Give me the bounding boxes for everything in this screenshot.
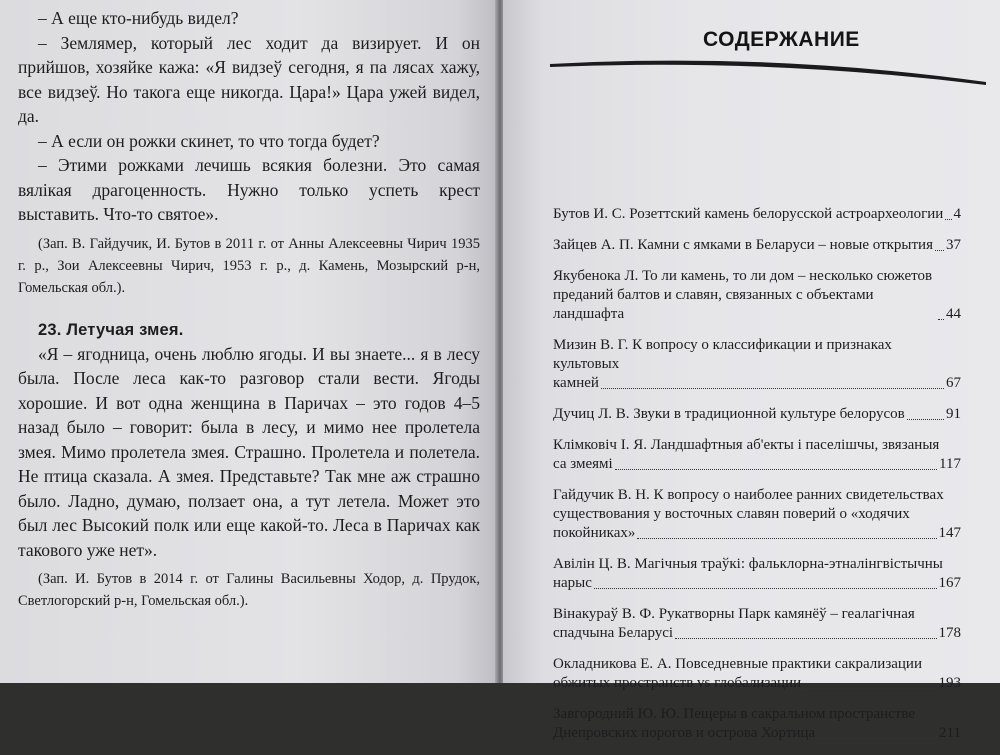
toc-entry (553, 236, 961, 255)
section-title: 23. Летучая змея. (38, 320, 184, 339)
source-note-2: (Зап. И. Бутов в 2014 г. от Галины Васильевны Ходор, д. Прудок, Светлогорский р-н, Гомельская обл.). (18, 571, 480, 609)
toc-entry (553, 705, 961, 743)
toc-entry-line: Бутов И. С. Розеттский камень белорусской астроархеологии (553, 206, 944, 222)
toc-page-number: 211 (939, 725, 961, 741)
toc-entry-line: Авілін Ц. В. Магічныя траўкі: фальклорна-этналінгвістычны (553, 556, 943, 572)
toc-entry-line: спадчына Беларусі (553, 625, 674, 641)
toc-entry-line: Гайдучик В. Н. К вопросу о наиболее ранних свидетельствах (553, 487, 944, 503)
right-page (503, 0, 1000, 741)
toc-entry (553, 605, 961, 643)
toc-entry-line: камней (553, 375, 599, 391)
toc-entry (553, 555, 961, 593)
toc-entry-line: преданий балтов и славян, связанных с объектами ландшафта (553, 287, 874, 322)
toc-leader-dots (601, 388, 944, 389)
toc-leader-dots (938, 319, 944, 320)
toc-entry (553, 336, 961, 393)
toc-entry-line: обжитых пространств vs глобализации (553, 675, 802, 691)
toc-heading: СОДЕРЖАНИЕ (703, 28, 860, 51)
decorative-rule (548, 56, 988, 86)
toc-entry (553, 205, 961, 224)
toc-entry-line: са змеямі (553, 456, 613, 472)
story-text: «Я – ягодница, очень люблю ягоды. И вы знаете... я в лесу была. После леса как-то разговор стали вести. Ягоды хорошие. И вот одна женщина в Паричах – это годов 4–5 назад было – говорит: была в лесу, и мимо нее пролетела змея. Мимо пролетела змея. Страшно. Пролетела и полетела. Не птица сказала. А змея. Представьте? Так мне аж страшно было. Ладно, думаю, ползает она, а тут летела. Может это был лес Высокий полк или еще какой-то. Леса в Паричах как такового уже нет». (18, 343, 480, 560)
left-page-text (18, 6, 480, 612)
toc-leader-dots (637, 538, 936, 539)
toc-leader-dots (675, 638, 936, 639)
toc-entry-line: Якубенока Л. То ли камень, то ли дом – несколько сюжетов (553, 268, 933, 284)
dialogue-line-4: – Этими рожками лечишь всякия болезни. Это самая вялікая драгоценность. Нужно только успеть крест выставить. Что-то святое». (18, 155, 480, 224)
toc-leader-dots (594, 588, 937, 589)
toc-page-number: 167 (938, 575, 961, 591)
toc-entry-line: нарыс (553, 575, 592, 591)
toc-entry-line: Дучиц Л. В. Звуки в традиционной культуре белорусов (553, 406, 905, 422)
toc-entry-line: Вінакураў В. Ф. Рукатворны Парк камянёў – геалагічная (553, 606, 915, 622)
toc-entry (553, 655, 961, 693)
toc-leader-dots (945, 219, 951, 220)
toc-entry (553, 486, 961, 543)
toc-page-number: 44 (946, 306, 961, 322)
toc-leader-dots (935, 250, 944, 251)
dialogue-line-1: – А еще кто-нибудь видел? (38, 8, 239, 28)
toc-page-number: 117 (939, 456, 961, 472)
toc-entry (553, 436, 961, 474)
toc-entry (553, 405, 961, 424)
source-note-1: (Зап. В. Гайдучик, И. Бутов в 2011 г. от Анны Алексеевны Чирич 1935 г. р., Зои Алексеевны Чирич, 1953 г. р., д. Камень, Мозырский р-н, Гомельская обл.). (18, 235, 480, 296)
toc-leader-dots (817, 738, 937, 739)
toc-page-number: 4 (953, 206, 961, 222)
toc-entry-line: Мизин В. Г. К вопросу о классификации и признаках культовых (553, 337, 892, 372)
toc-page-number: 91 (946, 406, 961, 422)
toc-page-number: 147 (938, 525, 961, 541)
toc-entry-line: Завгородний Ю. Ю. Пещеры в сакральном пространстве (553, 706, 915, 722)
toc-page-number: 67 (946, 375, 961, 391)
toc-page-number: 37 (946, 237, 961, 253)
toc-page-number: 178 (938, 625, 961, 641)
toc-entry-line: Днепровских порогов и острова Хортица (553, 725, 816, 741)
dialogue-line-3: – А если он рожки скинет, то что тогда будет? (38, 130, 380, 151)
toc-entry-line: Окладникова Е. А. Повседневные практики сакрализации (553, 656, 922, 672)
toc-leader-dots (803, 688, 936, 689)
toc-entry-line: Зайцев А. П. Камни с ямками в Беларуси – новые открытия (553, 237, 933, 253)
toc-page-number: 193 (938, 675, 961, 691)
left-page (0, 0, 497, 683)
toc-entry-line: существования у восточных славян поверий о «ходячих (553, 506, 910, 522)
toc-leader-dots (615, 469, 937, 470)
toc-entry-line: Клімковіч І. Я. Ландшафтныя аб'екты і паселішчы, звязаныя (553, 437, 940, 453)
toc-leader-dots (907, 419, 944, 420)
dialogue-line-2: – Землямер, который лес ходит да визирует. И он прийшов, хозяйке кажа: «Я видзеў сегодня, я па лясах хажу, все видзеў. Но такога еще никогда. Цара!» Цара ужей видел, да. (18, 32, 480, 126)
toc-list (553, 205, 961, 755)
toc-entry-line: покойниках» (553, 525, 636, 541)
toc-entry (553, 267, 961, 324)
